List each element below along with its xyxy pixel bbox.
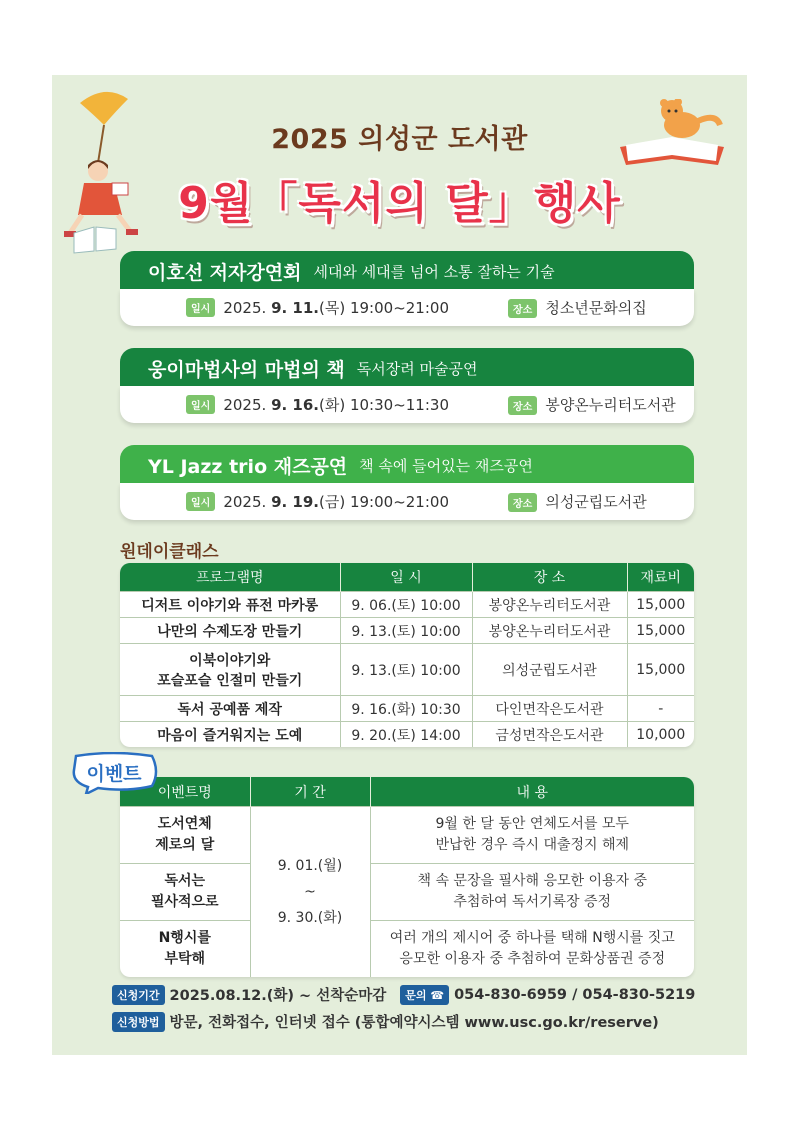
program-fee: 15,000 xyxy=(627,644,694,696)
event-table xyxy=(120,777,694,977)
event-card-header xyxy=(120,251,694,291)
header-event-name: 이벤트명 xyxy=(120,777,250,807)
event-card-header xyxy=(120,445,694,485)
event-description: 여러 개의 제시어 중 하나를 택해 N행시를 짓고 응모한 이용자 중 추첨하여 문화상품권 증정 xyxy=(370,921,694,978)
poster xyxy=(52,75,747,1055)
event-subtitle: 책 속에 들어있는 재즈공연 xyxy=(359,456,533,475)
event-place: 봉양온누리터도서관 xyxy=(545,396,676,414)
event-card-header xyxy=(120,348,694,388)
program-place: 봉양온누리터도서관 xyxy=(472,592,627,618)
event-subtitle: 독서장려 마술공연 xyxy=(356,359,478,378)
table-row xyxy=(120,644,694,696)
header-main-title: 9월「독서의 달」행사 xyxy=(178,178,621,229)
program-date: 9. 13.(토) 10:00 xyxy=(340,644,472,696)
period-tag: 신청기간 xyxy=(112,985,165,1005)
program-date: 9. 06.(토) 10:00 xyxy=(340,592,472,618)
table-row xyxy=(120,864,694,921)
event-title: 이호선 저자강연회 xyxy=(148,261,302,284)
table-row xyxy=(120,592,694,618)
date-tag: 일시 xyxy=(186,298,215,317)
program-place: 의성군립도서관 xyxy=(472,644,627,696)
contact-tag: 문의 ☎ xyxy=(400,985,449,1005)
program-name: 이북이야기와 포슬포슬 인절미 만들기 xyxy=(120,644,340,696)
event-location xyxy=(508,491,694,512)
table-row xyxy=(120,722,694,748)
footer-method-line xyxy=(112,1011,659,1032)
place-tag: 장소 xyxy=(508,493,537,512)
method-tag: 신청방법 xyxy=(112,1012,165,1032)
event-badge xyxy=(68,752,158,794)
event-card-jazz xyxy=(120,445,694,519)
event-card-details xyxy=(120,386,694,423)
table-header-row xyxy=(120,563,694,592)
event-card-magic xyxy=(120,348,694,422)
header-year-title: 2025 의성군 도서관 xyxy=(271,124,528,155)
program-place: 다인면작은도서관 xyxy=(472,696,627,722)
event-date: 2025. 9. 19.(금) 19:00~21:00 xyxy=(223,493,449,511)
event-period: 9. 01.(월) ~ 9. 30.(화) xyxy=(250,807,370,978)
table-row xyxy=(120,696,694,722)
event-location xyxy=(508,394,694,415)
program-name: 독서 공예품 제작 xyxy=(120,696,340,722)
event-name: N행시를 부탁해 xyxy=(120,921,250,978)
table-header-row xyxy=(120,777,694,807)
program-fee: 15,000 xyxy=(627,592,694,618)
event-card-lecture xyxy=(120,251,694,325)
event-card-details xyxy=(120,289,694,326)
event-subtitle: 세대와 세대를 넘어 소통 잘하는 기술 xyxy=(313,262,555,281)
event-place: 청소년문화의집 xyxy=(545,299,647,317)
program-date: 9. 16.(화) 10:30 xyxy=(340,696,472,722)
event-name: 도서연체 제로의 달 xyxy=(120,807,250,864)
place-tag: 장소 xyxy=(508,396,537,415)
header-period: 기 간 xyxy=(250,777,370,807)
phone-icon: ☎ xyxy=(426,988,445,1002)
program-name: 마음이 즐거워지는 도예 xyxy=(120,722,340,748)
event-description: 9월 한 달 동안 연체도서를 모두 반납한 경우 즉시 대출정지 해제 xyxy=(370,807,694,864)
contact-numbers: 054-830-6959 / 054-830-5219 xyxy=(454,986,696,1003)
event-badge-label: 이벤트 xyxy=(86,763,142,785)
one-day-class-table xyxy=(120,563,694,747)
event-place: 의성군립도서관 xyxy=(545,493,647,511)
program-date: 9. 20.(토) 14:00 xyxy=(340,722,472,748)
program-name: 디저트 이야기와 퓨전 마카롱 xyxy=(120,592,340,618)
table-row xyxy=(120,618,694,644)
date-tag: 일시 xyxy=(186,395,215,414)
table-row xyxy=(120,921,694,978)
event-description: 책 속 문장을 필사해 응모한 이용자 중 추첨하여 독서기록장 증정 xyxy=(370,864,694,921)
program-name: 나만의 수제도장 만들기 xyxy=(120,618,340,644)
header-fee: 재료비 xyxy=(627,563,694,592)
event-name: 독서는 필사적으로 xyxy=(120,864,250,921)
footer-period-line xyxy=(112,984,695,1005)
program-fee: 15,000 xyxy=(627,618,694,644)
event-location xyxy=(508,297,694,318)
header-date: 일 시 xyxy=(340,563,472,592)
one-day-class-title: 원데이클래스 xyxy=(120,542,219,562)
event-title: 웅이마법사의 마법의 책 xyxy=(148,358,345,381)
program-date: 9. 13.(토) 10:00 xyxy=(340,618,472,644)
program-fee: - xyxy=(627,696,694,722)
event-date: 2025. 9. 16.(화) 10:30~11:30 xyxy=(223,396,449,414)
program-fee: 10,000 xyxy=(627,722,694,748)
event-card-details xyxy=(120,483,694,520)
table-row xyxy=(120,807,694,864)
header-content: 내 용 xyxy=(370,777,694,807)
header-program: 프로그램명 xyxy=(120,563,340,592)
date-tag: 일시 xyxy=(186,492,215,511)
header-place: 장 소 xyxy=(472,563,627,592)
event-title: YL Jazz trio 재즈공연 xyxy=(148,455,348,478)
program-place: 봉양온누리터도서관 xyxy=(472,618,627,644)
program-place: 금성면작은도서관 xyxy=(472,722,627,748)
application-period: 2025.08.12.(화) ~ 선착순마감 xyxy=(169,988,387,1004)
application-method: 방문, 전화접수, 인터넷 접수 (통합예약시스템 www.usc.go.kr/reserve) xyxy=(169,1015,659,1031)
event-date: 2025. 9. 11.(목) 19:00~21:00 xyxy=(223,299,449,317)
place-tag: 장소 xyxy=(508,299,537,318)
